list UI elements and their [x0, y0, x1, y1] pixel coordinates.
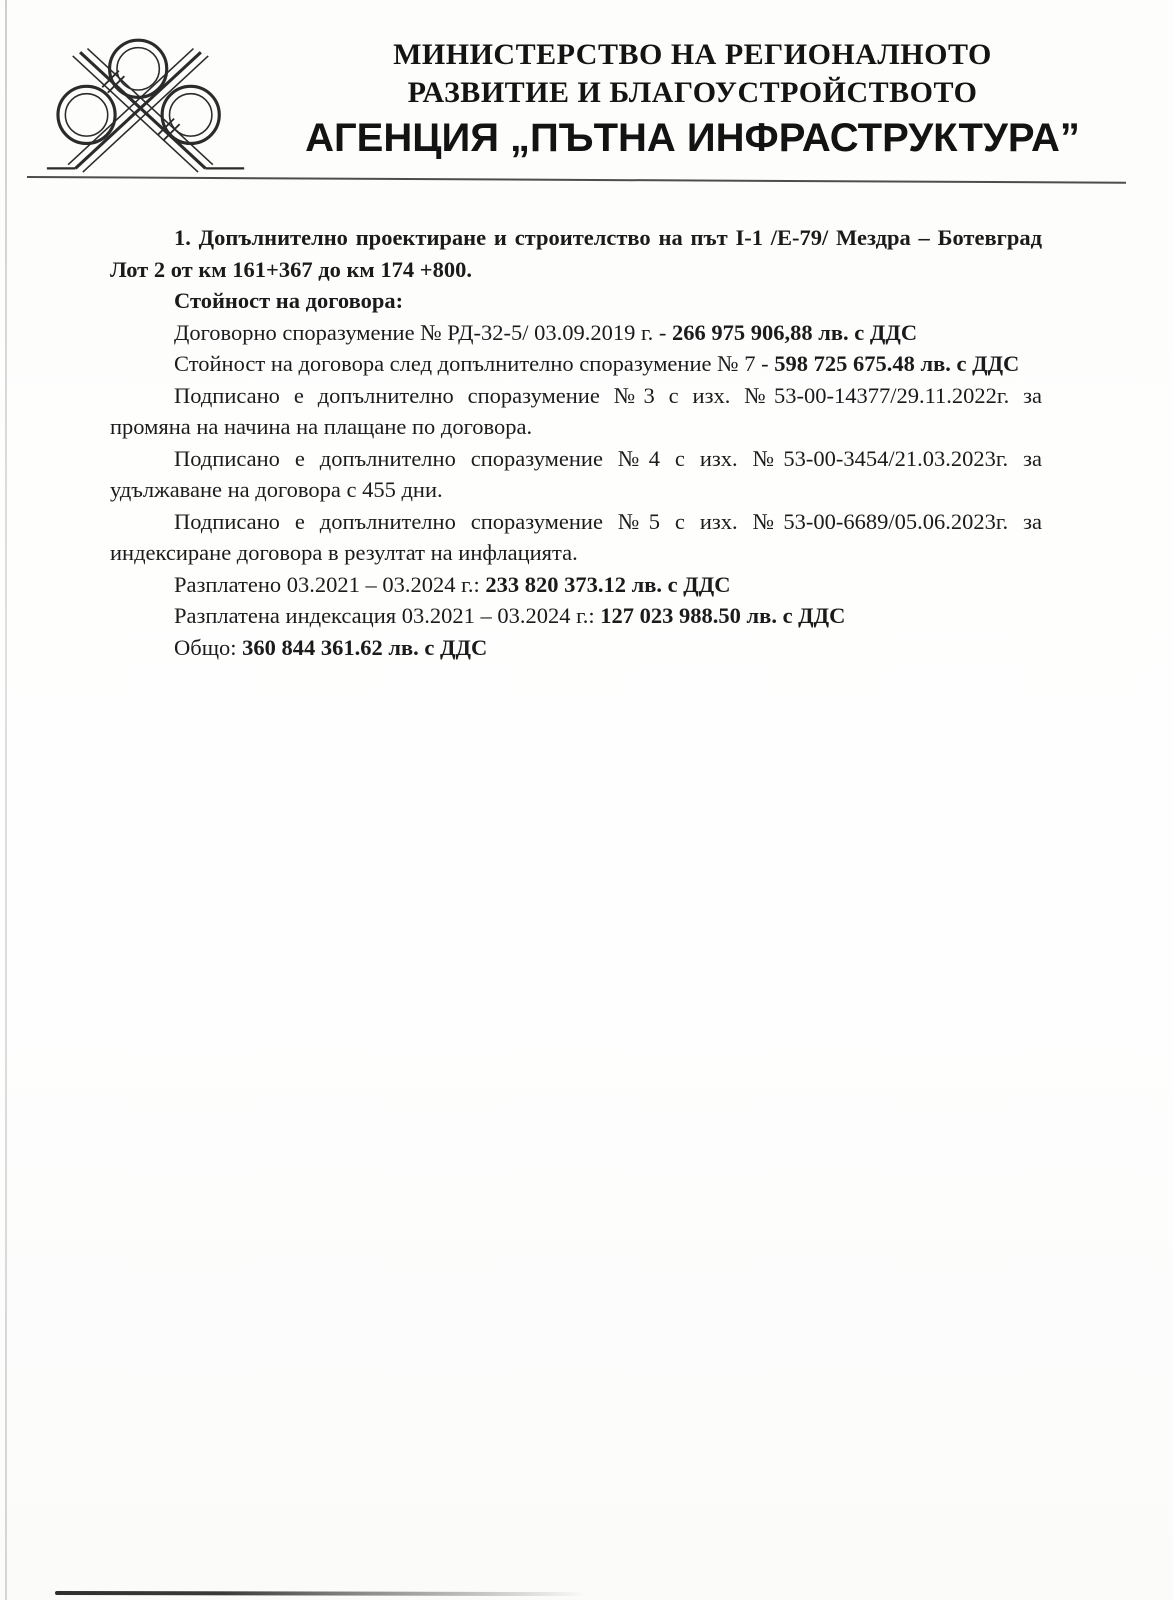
scan-page-edge [5, 0, 7, 1600]
letterhead-text [246, 20, 1131, 162]
contract-agreement-line [110, 317, 1042, 349]
contract-value-after-amendment-line [110, 348, 1042, 380]
contract-agreement-amount: 266 975 906,88 лв. с ДДС [672, 319, 918, 345]
contract-after-amendment-amount: 598 725 675.48 лв. с ДДС [774, 351, 1020, 376]
ministry-name-line2: РАЗВИТИЕ И БЛАГОУСТРОЙСТВОТО [407, 76, 978, 109]
amendment-paragraph-5: Подписано е допълнително споразумение №5 с изх. №53-00-6689/05.06.2023г. за индексиране договора в резултат на инфлацията. [110, 508, 1042, 565]
total-label: Общо: [174, 634, 243, 660]
agency-logo-icon [34, 26, 246, 178]
letterhead [34, 20, 1131, 178]
paid-indexation-text: Разплатена индексация 03.2021 – 03.2024 г.: [174, 603, 601, 628]
contract-agreement-text: Договорно споразумение № РД-32-5/ 03.09.2019 г. - [174, 319, 673, 345]
ministry-name-line1: МИНИСТЕРСТВО НА РЕГИОНАЛНОТО [393, 38, 992, 71]
contract-value-heading: Стойност на договора: [174, 288, 404, 313]
total-value: 360 844 361.62 лв. с ДДС [242, 634, 488, 660]
agency-name: АГЕНЦИЯ „ПЪТНА ИНФРАСТРУКТУРА” [305, 116, 1080, 160]
paid-amount-line [110, 569, 1042, 601]
total-line [110, 632, 1042, 664]
paid-indexation-value: 127 023 988.50 лв. с ДДС [600, 603, 846, 628]
amendment-paragraph-3: Подписано е допълнително споразумение №3 с изх. №53-00-14377/29.11.2022г. за промяна на начина на плащане по договора. [110, 382, 1042, 439]
contract-after-amendment-text: Стойност на договора след допълнително споразумение № 7 - [174, 351, 775, 376]
project-title: 1. Допълнително проектиране и строителство на път I-1 /Е-79/ Мездра – Ботевград Лот 2 от км 161+367 до км 174 +800. [110, 225, 1042, 282]
paid-amount-value: 233 820 373.12 лв. с ДДС [485, 571, 731, 597]
paid-indexation-line [110, 600, 1042, 632]
amendment-paragraph-4: Подписано е допълнително споразумение №4 с изх. №53-00-3454/21.03.2023г. за удължаване на договора с 455 дни. [110, 445, 1042, 502]
scan-artifact-line [55, 1591, 615, 1596]
document-body [110, 222, 1042, 663]
paid-amount-text: Разплатено 03.2021 – 03.2024 г.: [174, 571, 486, 597]
